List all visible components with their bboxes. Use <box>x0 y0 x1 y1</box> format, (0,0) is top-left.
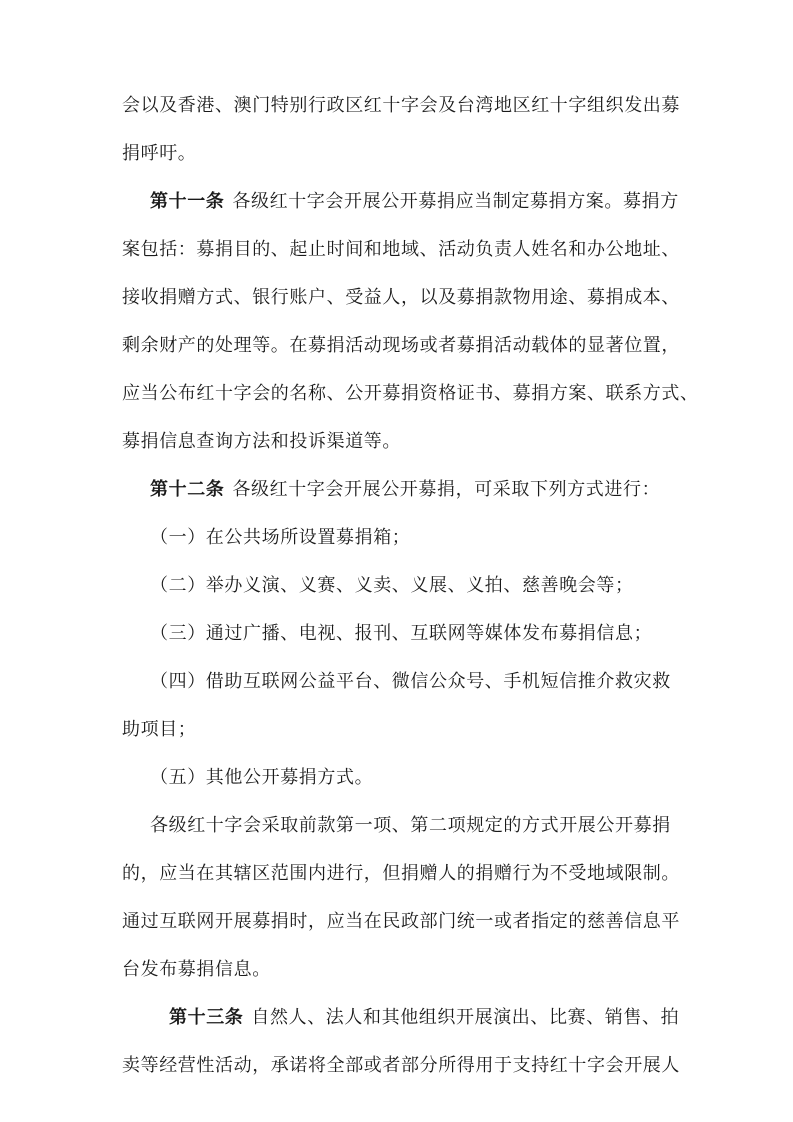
text-line: 剩余财产的处理等。在募捐活动现场或者募捐活动载体的显著位置， <box>122 335 680 356</box>
text-line: 募捐信息查询方法和投诉渠道等。 <box>122 431 401 452</box>
list-item: （五）其他公开募捐方式。 <box>150 767 374 788</box>
text-line: 各级红十字会开展公开募捐，可采取下列方式进行： <box>232 479 661 500</box>
article-13-heading: 第十三条 <box>169 1007 244 1028</box>
text-line: 捐呼吁。 <box>122 143 197 164</box>
text-line: 助项目； <box>122 719 197 740</box>
text-line: 的，应当在其辖区范围内进行，但捐赠人的捐赠行为不受地域限制。 <box>122 863 680 884</box>
text-line: 各级红十字会采取前款第一项、第二项规定的方式开展公开募捐 <box>150 815 671 836</box>
text-line: 会以及香港、澳门特别行政区红十字会及台湾地区红十字组织发出募 <box>122 95 680 116</box>
text-line: 通过互联网开展募捐时，应当在民政部门统一或者指定的慈善信息平 <box>122 911 680 932</box>
text-line: 台发布募捐信息。 <box>122 959 271 980</box>
article-12-heading: 第十二条 <box>150 479 225 500</box>
article-13-first-line <box>169 1006 729 1030</box>
text-line: 接收捐赠方式、银行账户、受益人，以及募捐款物用途、募捐成本、 <box>122 287 680 308</box>
article-11-first-line <box>150 190 710 214</box>
text-line: 应当公布红十字会的名称、公开募捐资格证书、募捐方案、联系方式、 <box>122 383 699 404</box>
text-line: 各级红十字会开展公开募捐应当制定募捐方案。募捐方 <box>232 191 679 212</box>
text-line: 卖等经营性活动，承诺将全部或者部分所得用于支持红十字会开展人 <box>122 1055 680 1076</box>
article-12-first-line <box>150 478 710 502</box>
list-item: （二）举办义演、义赛、义卖、义展、义拍、慈善晚会等； <box>150 575 634 596</box>
text-line: 自然人、法人和其他组织开展演出、比赛、销售、拍 <box>251 1007 680 1028</box>
list-item: （四）借助互联网公益平台、微信公众号、手机短信推介救灾救 <box>150 671 671 692</box>
text-line: 案包括：募捐目的、起止时间和地域、活动负责人姓名和办公地址、 <box>122 239 680 260</box>
list-item: （一）在公共场所设置募捐箱； <box>150 527 411 548</box>
article-11-heading: 第十一条 <box>150 191 225 212</box>
list-item: （三）通过广播、电视、报刊、互联网等媒体发布募捐信息； <box>150 623 653 644</box>
